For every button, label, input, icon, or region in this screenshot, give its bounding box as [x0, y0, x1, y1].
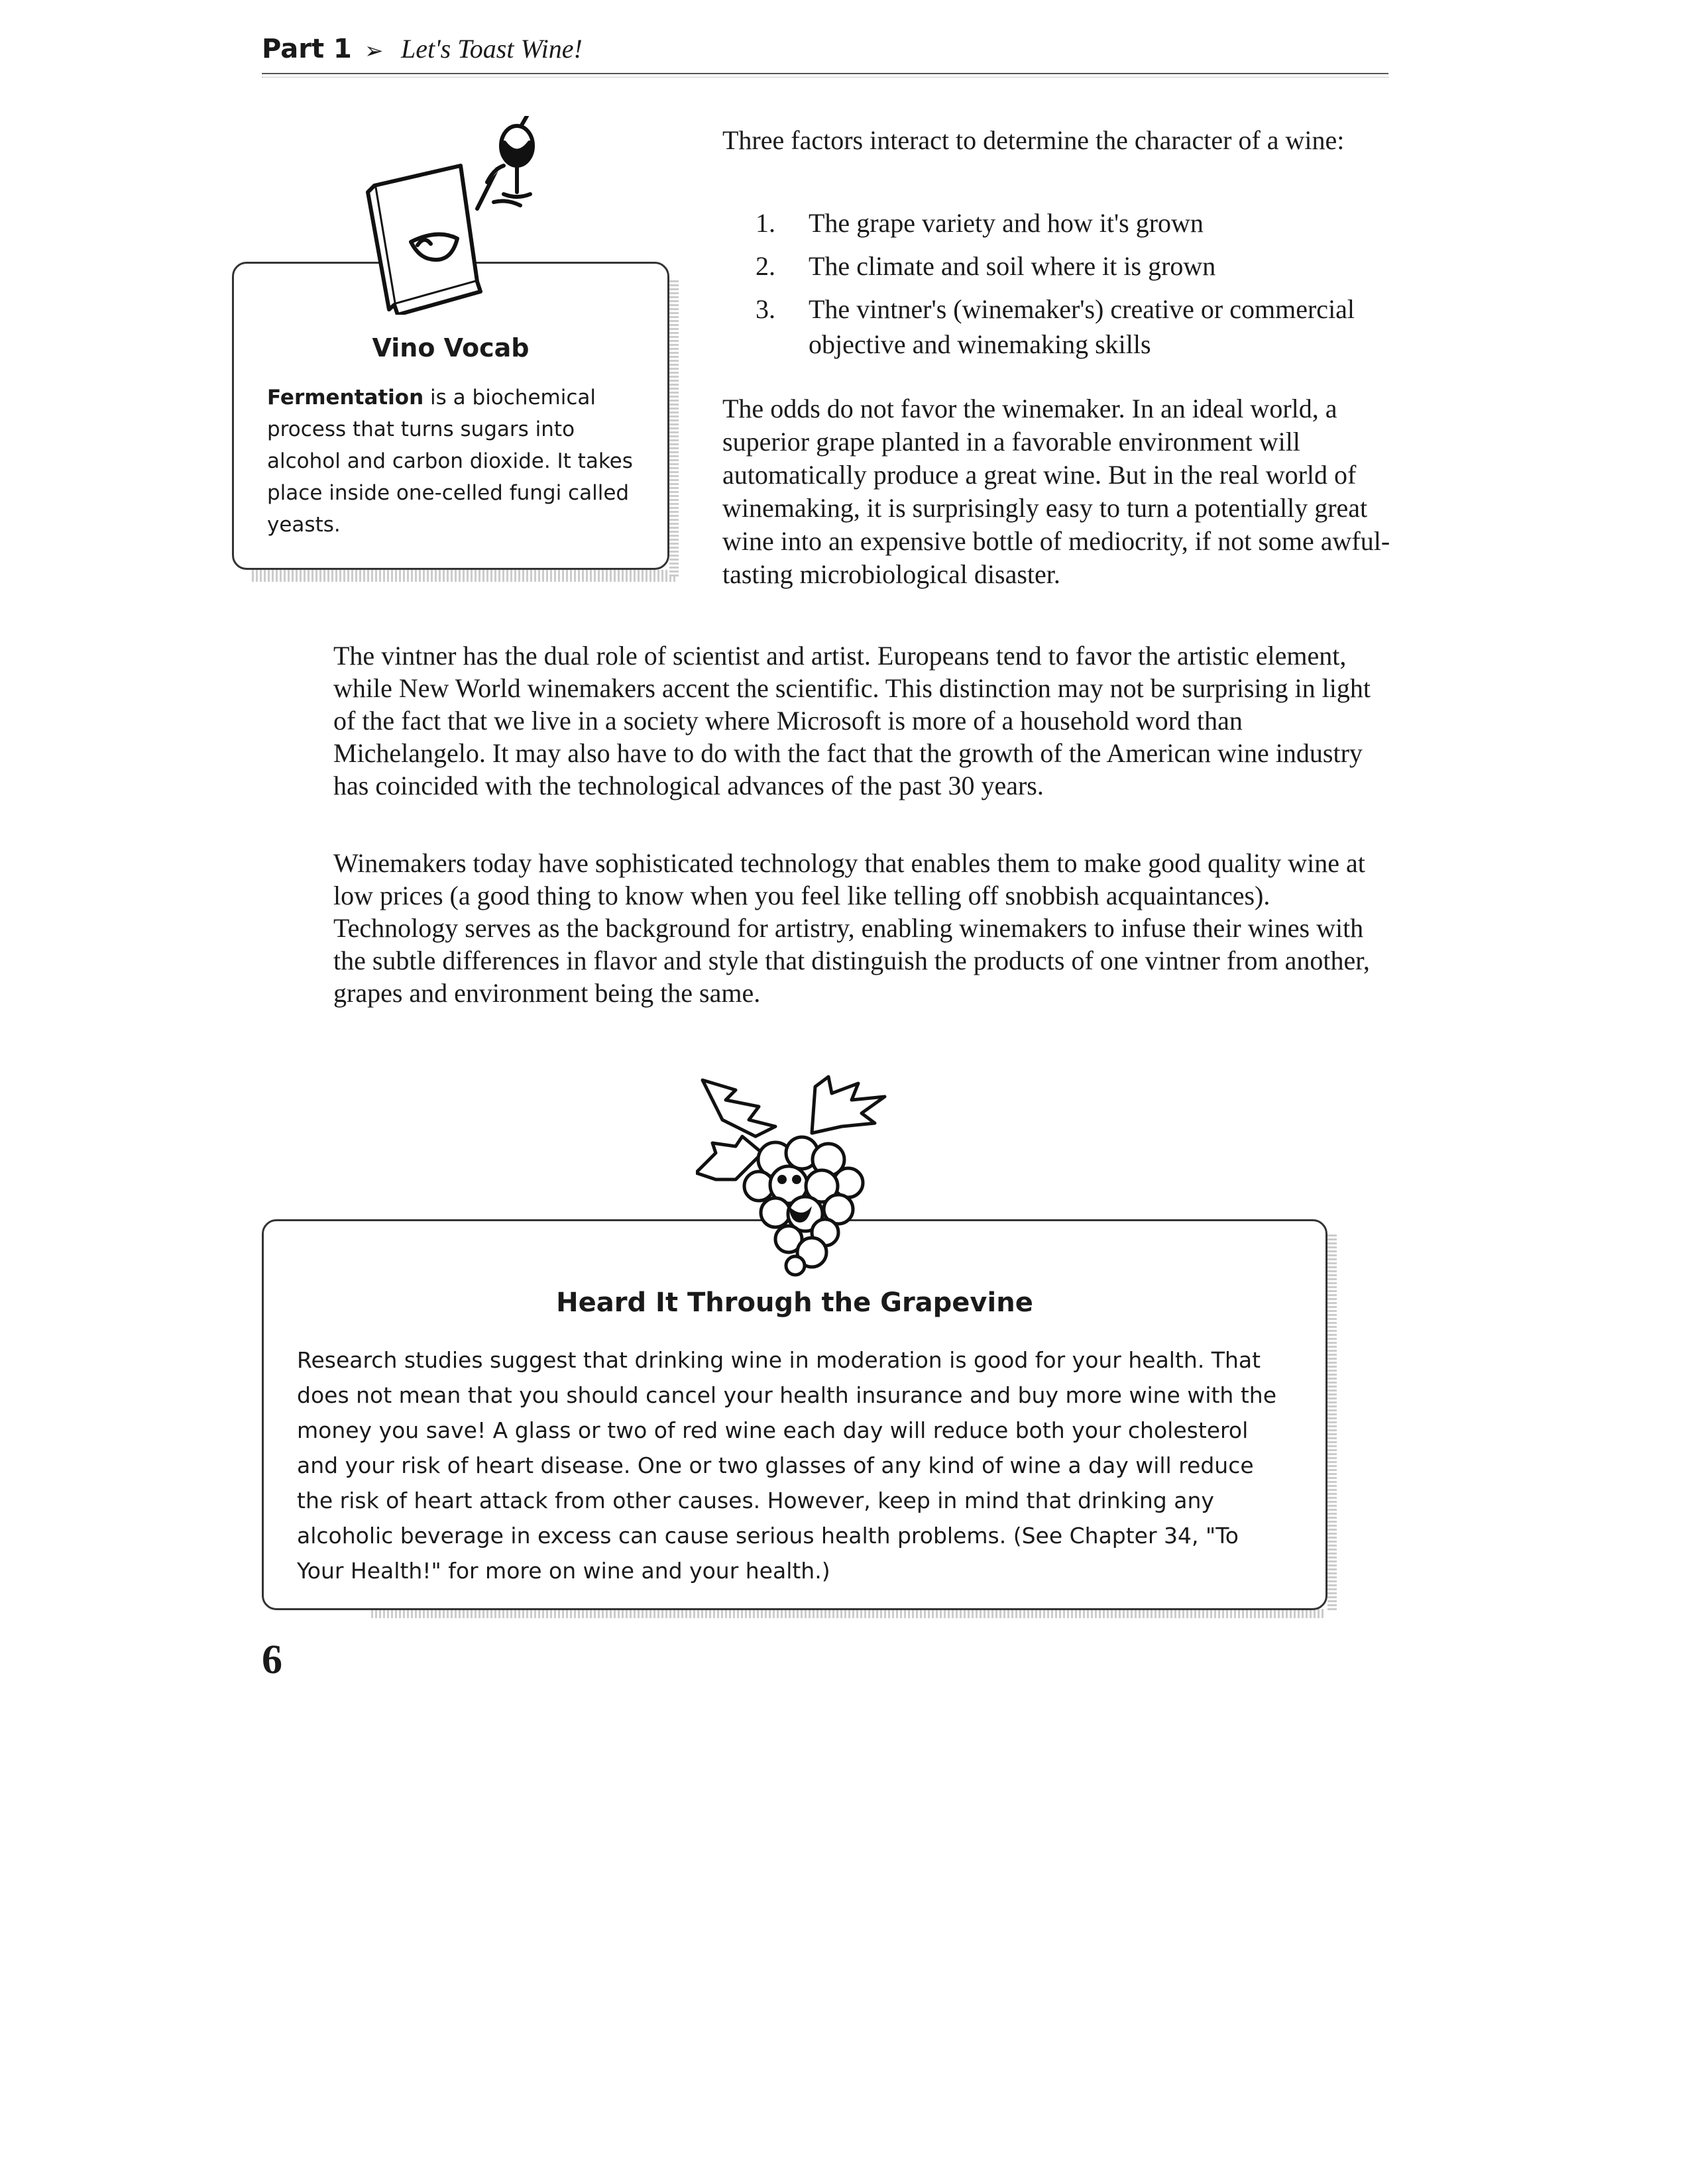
list-item-number: 2. — [756, 251, 775, 281]
technology-paragraph: Winemakers today have sophisticated technology that enables them to make good quality wine at low prices (a good thing to know when you feel like telling off snobbish acquaintances). Technology serves as the background for artistry, enabling winemakers to infuse their wines with the subtle differences in flavor and style that distinguish the products of one vintner from another, grapes and environment being the same. — [333, 848, 1370, 1008]
sidebar-shadow-right — [669, 278, 679, 576]
header-divider — [262, 73, 1388, 74]
box-shadow-right — [1327, 1232, 1337, 1610]
arrow-icon: ➢ — [365, 39, 384, 64]
sidebar-shadow — [252, 570, 676, 582]
list-item — [756, 248, 1392, 284]
odds-paragraph: The odds do not favor the winemaker. In an ideal world, a superior grape planted in a favorable environment will automatically produce a great wine. But in the real world of winemaking, it is surprisingly easy to turn a potentially great wine into an expensive bottle of mediocrity, if not some awful-tasting microbiological disaster. — [722, 394, 1390, 589]
list-item-number: 3. — [756, 294, 775, 324]
sidebar-definition-text: is a biochemical process that turns sugars into alcohol and carbon dioxide. It takes place inside one-celled fungi called yeasts. — [267, 386, 633, 537]
chapter-title: Let's Toast Wine! — [401, 34, 583, 64]
list-item-number: 1. — [756, 208, 775, 238]
page-number: 6 — [262, 1637, 282, 1682]
sidebar-term: Fermentation — [267, 386, 424, 410]
list-item — [756, 292, 1392, 362]
list-item-text: The climate and soil where it is grown — [809, 251, 1216, 281]
book-with-wine-glass-icon — [361, 116, 567, 315]
box-shadow — [371, 1609, 1325, 1618]
vintner-paragraph: The vintner has the dual role of scientist and artist. Europeans tend to favor the artistic element, while New World winemakers accent the scientific. This distinction may not be surprising in light of the fact that we live in a society where Microsoft is more of a household word than Michelangelo. It may also have to do with the fact that the growth of the American wine industry has coincided with the technological advances of the past 30 years. — [333, 641, 1371, 800]
list-item — [756, 205, 1392, 241]
sidebar-title: Vino Vocab — [372, 333, 530, 362]
list-item-text: The grape variety and how it's grown — [809, 208, 1204, 238]
grapevine-title: Heard It Through the Grapevine — [556, 1287, 1033, 1318]
part-label: Part 1 — [262, 34, 352, 64]
grapevine-body: Research studies suggest that drinking wine in moderation is good for your health. That does not mean that you should cancel your health insurance and buy more wine with the money you save! A glass or two of red wine each day will reduce both your cholesterol and your risk of heart disease. One or two glasses of any kind of wine a day will reduce the risk of heart attack from other causes. However, keep in mind that drinking any alcoholic beverage in excess can cause serious health problems. (See Chapter 34, "To Your Health!" for more on wine and your health.) — [297, 1347, 1276, 1584]
factors-list — [756, 205, 1392, 370]
header-divider-dotted — [262, 77, 1388, 78]
intro-paragraph: Three factors interact to determine the character of a wine: — [722, 125, 1345, 155]
grapes-icon — [696, 1073, 895, 1279]
running-header — [262, 32, 1388, 76]
list-item-text: The vintner's (winemaker's) creative or commercial objective and winemaking skills — [809, 294, 1355, 359]
sidebar-definition — [267, 382, 651, 541]
